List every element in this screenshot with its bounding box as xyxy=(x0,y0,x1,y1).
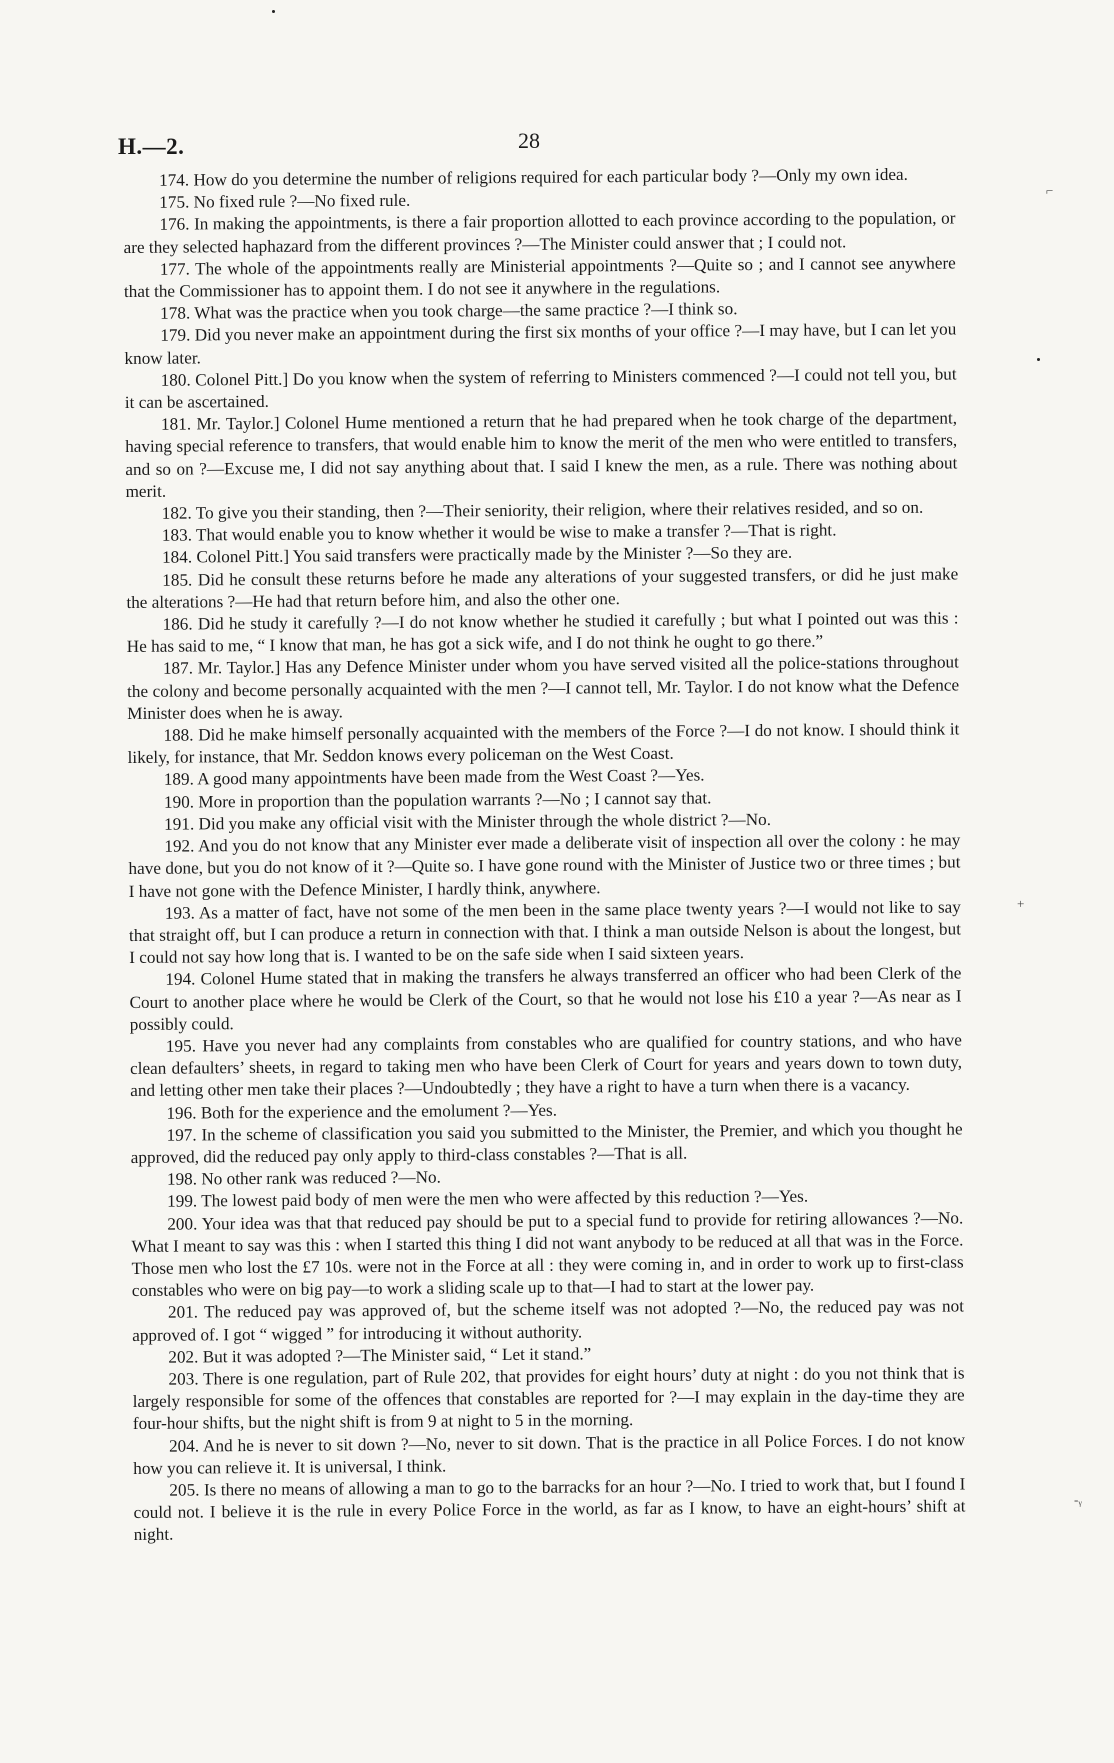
question-paragraph: 187. Mr. Taylor.] Has any Defence Minister under whom you have served visited all the police-stations throughout the colony and become personally acquainted with the men ?—I cannot tell, Mr. Taylor. I do not know what the Defence Minister does when he is away. xyxy=(127,652,960,723)
question-paragraph: 196. Both for the experience and the emolument ?—Yes. xyxy=(166,1100,558,1123)
question-paragraph: 179. Did you never make an appointment during the first six months of your office ?—I may have, but I can let you know later. xyxy=(124,319,957,368)
margin-tick-mark: -ᵧ xyxy=(1074,1492,1082,1507)
question-paragraph: 202. But it was adopted ?—The Minister said, “ Let it stand.” xyxy=(168,1344,592,1367)
question-paragraph: 181. Mr. Taylor.] Colonel Hume mentioned a return that he had prepared when he took charge of the department, having special reference to transfers, that would enable him to know the merit of the men who were entitled to transfers, and so on ?—Excuse me, I did not say anything about that. I said I knew the men, as a rule. There was nothing about merit. xyxy=(125,408,958,501)
margin-tick-mark: ⌐ xyxy=(1046,183,1054,198)
question-paragraph: 188. Did he make himself personally acquainted with the members of the Force ?—I do not know. I should think it likely, for instance, that Mr. Seddon knows every policeman on the West Coast. xyxy=(127,719,960,768)
question-paragraph: 204. And he is never to sit down ?—No, never to sit down. That is the practice in all Police Forces. I do not know how you can relieve it. It is universal, I think. xyxy=(133,1430,966,1478)
question-paragraph: 192. And you do not know that any Minister ever made a deliberate visit of inspection all over the colony : he may have done, but you do not know of it ?—Quite so. I have gone round with the Minister of Justice two or three times ; but I have not gone with the Defence Minister, I hardly think, anywhere. xyxy=(128,830,961,901)
question-paragraph: 175. No fixed rule ?—No fixed rule. xyxy=(159,190,411,212)
page-header xyxy=(118,128,950,162)
scan-speck xyxy=(272,10,275,13)
testimony-text xyxy=(123,163,966,1546)
question-paragraph: 174. How do you determine the number of religions required for each particular body ?—Only my own idea. xyxy=(159,164,909,190)
question-paragraph: 199. The lowest paid body of men were the men who were affected by this reduction ?—Yes. xyxy=(167,1186,809,1212)
question-paragraph: 200. Your idea was that that reduced pay should be put to a special fund to provide for retiring allowances ?—No. What I meant to say was this : when I started this thing I did not want anybody to be reduced at all that was in the Force. Those men who lost the £7 10s. were not in the Force at all : they were coming in, and in order to work up to first-class constables who were on big pay—to work a sliding scale up to that—I had to start at the lower pay. xyxy=(131,1207,964,1301)
question-paragraph: 183. That would enable you to know whether it would be wise to make a transfer ?—That is right. xyxy=(161,520,837,545)
page-number: 28 xyxy=(518,128,540,153)
question-paragraph: 201. The reduced pay was approved of, but the scheme itself was not adopted ?—No, the reduced pay was not approved of. I got “ wigged ” for introducing it without authority. xyxy=(132,1296,965,1345)
question-paragraph: 178. What was the practice when you took charge—the same practice ?—I think so. xyxy=(160,299,738,323)
margin-tick-mark: + xyxy=(1017,896,1025,911)
question-paragraph: 186. Did he study it carefully ?—I do not know whether he studied it carefully ; but what I pointed out was this : He has said to me, “ I know that man, he has got a sick wife, and I do not think he ought to go there.” xyxy=(126,608,959,657)
question-paragraph: 182. To give you their standing, then ?—Their seniority, their religion, where their relatives resided, and so on. xyxy=(161,497,924,523)
scan-speck xyxy=(1037,358,1040,361)
question-paragraph: 198. No other rank was reduced ?—No. xyxy=(166,1167,441,1189)
question-paragraph: 176. In making the appointments, is there a fair proportion allotted to each province according to the population, or are they selected haphazard from the different provinces ?—The Minister could answer that ; I could not. xyxy=(123,208,956,257)
question-paragraph: 205. Is there no means of allowing a man to go to the barracks for an hour ?—No. I tried to work that, but I found I could not. I believe it is the rule in every Police Force in the world, as far as I know, to have an eight-hours’ shift at night. xyxy=(133,1474,966,1545)
question-paragraph: 184. Colonel Pitt.] You said transfers were practically made by the Minister ?—So they are. xyxy=(161,543,793,568)
question-paragraph: 185. Did he consult these returns before he made any alterations of your suggested transfers, or did he just make the alterations ?—He had that return before him, and also the other one. xyxy=(126,564,959,612)
question-paragraph: 194. Colonel Hume stated that in making the transfers he always transferred an officer who had been Clerk of the Court to another place where he would be Clerk of the Court, so that he would not lose his £10 a year ?—As near as I possibly could. xyxy=(129,963,962,1034)
question-paragraph: 197. In the scheme of classification you said you submitted to the Minister, the Premier, and which you thought he approved, did the reduced pay only apply to third-class constables ?—That is all. xyxy=(130,1119,963,1167)
question-paragraph: 203. There is one regulation, part of Rule 202, that provides for eight hours’ duty at night : do you not think that is largely responsible for some of the offences that constables are reported for ?—I may explain in the day-time they are four-hour shifts, but the night shift is from 9 at night to 5 in the morning. xyxy=(132,1363,965,1434)
question-paragraph: 180. Colonel Pitt.] Do you know when the system of referring to Ministers commenced ?—I could not tell you, but it can be ascertained. xyxy=(124,364,957,413)
question-paragraph: 177. The whole of the appointments really are Ministerial appointments ?—Quite so ; and I cannot see anywhere that the Commissioner has to appoint them. I do not see it anywhere in the regulations. xyxy=(123,253,956,302)
question-paragraph: 190. More in proportion than the population warrants ?—No ; I cannot say that. xyxy=(163,788,712,812)
question-paragraph: 195. Have you never had any complaints from constables who are qualified for country stations, and who have clean defaulters’ sheets, in regard to taking men who have been Clerk of Court for years and years down to town duty, and letting other men take their places ?—Undoubtedly ; they have a right to have a turn when there is a vacancy. xyxy=(129,1030,963,1101)
question-paragraph: 193. As a matter of fact, have not some of the men been in the same place twenty years ?—I would not like to say that straight off, but I can produce a return in connection with that. I think a man outside Nelson is about the longest, but I could not say how long that is. I wanted to be on the safe side when I said sixteen years. xyxy=(128,897,962,968)
document-reference: H.—2. xyxy=(118,134,185,159)
question-paragraph: 189. A good many appointments have been made from the West Coast ?—Yes. xyxy=(163,765,705,790)
question-paragraph: 191. Did you make any official visit with the Minister through the whole district ?—No. xyxy=(164,809,772,834)
